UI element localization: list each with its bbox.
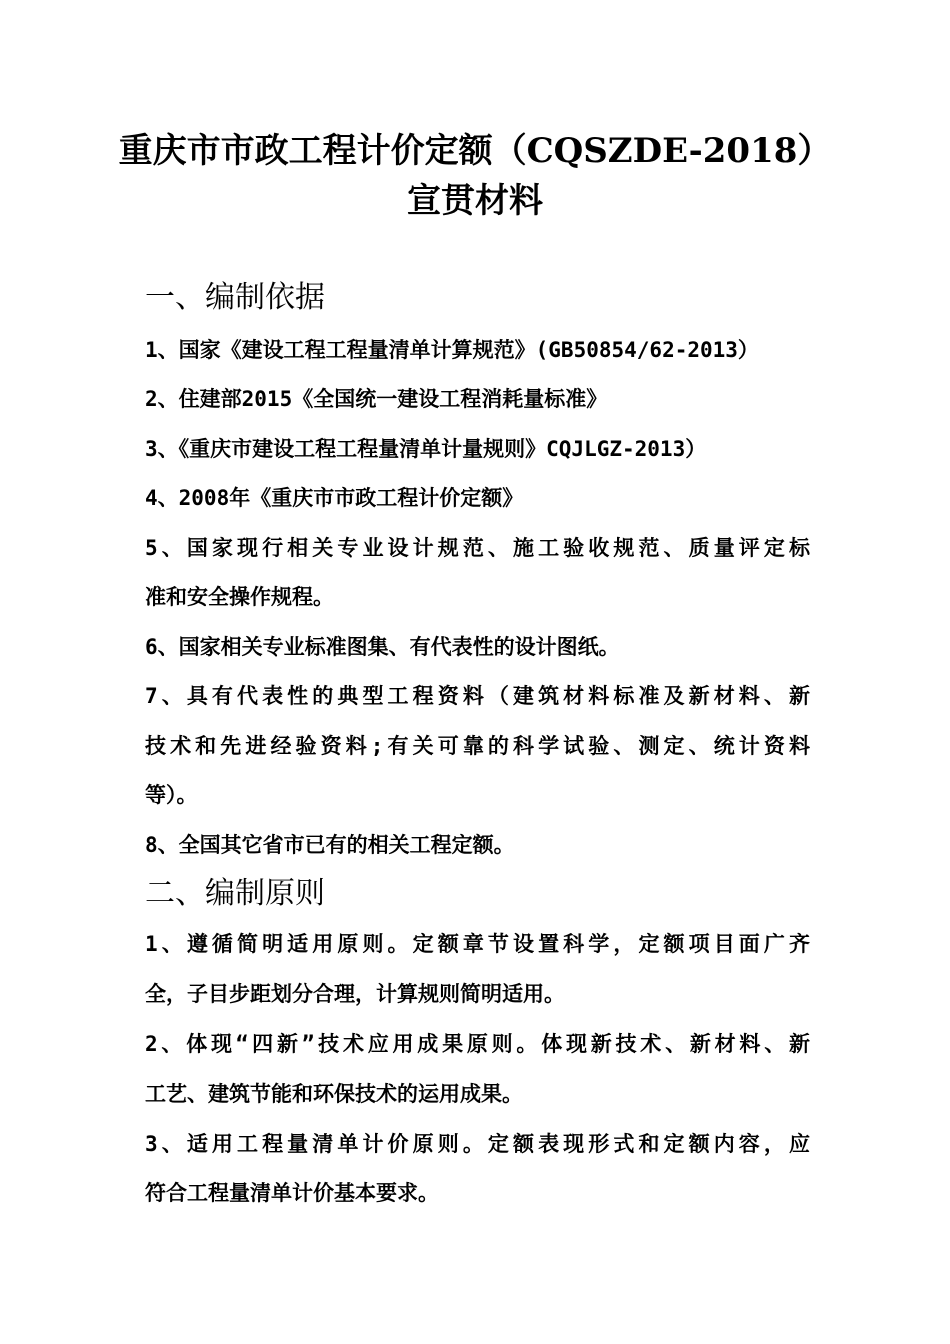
paragraph-line: 2、体现“四新”技术应用成果原则。体现新技术、新材料、新 bbox=[145, 1032, 810, 1056]
paragraph-line: 准和安全操作规程。 bbox=[145, 585, 334, 609]
section-heading-principles: 二、编制原则 bbox=[145, 876, 325, 911]
paragraph-line: 工艺、建筑节能和环保技术的运用成果。 bbox=[145, 1082, 523, 1106]
paragraph-line: 1、遵循简明适用原则。定额章节设置科学，定额项目面广齐 bbox=[145, 932, 810, 956]
paragraph-line: 1、国家《建设工程工程量清单计算规范》(GB50854/62-2013） bbox=[145, 338, 759, 362]
paragraph-line: 技术和先进经验资料;有关可靠的科学试验、测定、统计资料 bbox=[145, 734, 810, 758]
paragraph-line: 4、2008年《重庆市市政工程计价定额》 bbox=[145, 486, 524, 510]
document-title-line-1: 重庆市市政工程计价定额（CQSZDE-2018） bbox=[118, 131, 832, 171]
paragraph-line: 6、国家相关专业标准图集、有代表性的设计图纸。 bbox=[145, 635, 620, 659]
paragraph-line: 等）。 bbox=[145, 783, 198, 807]
paragraph-line: 5、国家现行相关专业设计规范、施工验收规范、质量评定标 bbox=[145, 536, 810, 560]
paragraph-line: 符合工程量清单计价基本要求。 bbox=[145, 1181, 439, 1205]
paragraph-line: 3、适用工程量清单计价原则。定额表现形式和定额内容，应 bbox=[145, 1132, 810, 1156]
paragraph-line: 3、《重庆市建设工程工程量清单计量规则》CQJLGZ-2013） bbox=[145, 437, 707, 461]
section-heading-basis: 一、编制依据 bbox=[145, 280, 325, 315]
paragraph-line: 全，子目步距划分合理，计算规则简明适用。 bbox=[145, 982, 565, 1006]
paragraph-line: 7、具有代表性的典型工程资料（建筑材料标准及新材料、新 bbox=[145, 684, 810, 708]
paragraph-line: 8、全国其它省市已有的相关工程定额。 bbox=[145, 833, 515, 857]
paragraph-line: 2、住建部2015《全国统一建设工程消耗量标准》 bbox=[145, 387, 608, 411]
document-title-line-2: 宣贯材料 bbox=[407, 181, 543, 221]
